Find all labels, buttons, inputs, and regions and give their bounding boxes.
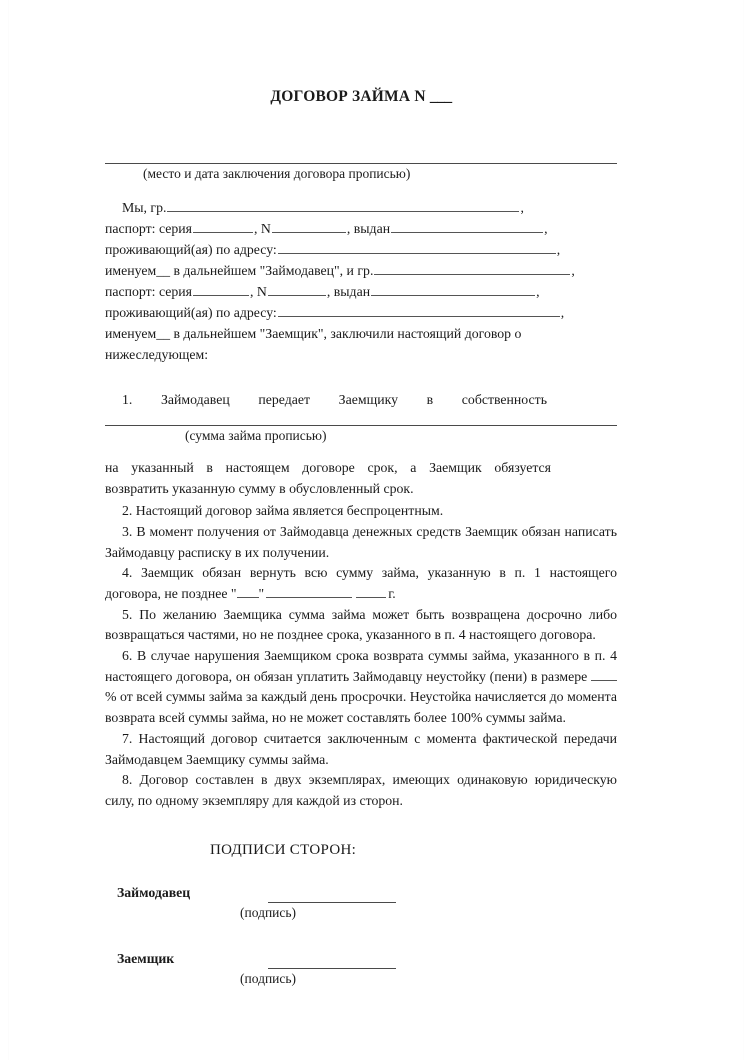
document-number-blank: ___ — [429, 88, 452, 105]
signature-caption-lender: (подпись) — [240, 904, 297, 920]
page-title — [105, 0, 617, 107]
clause-6-penalty-percent-blank — [591, 669, 617, 681]
address-label: проживающий(ая) по адресу: — [105, 242, 277, 258]
parties-block — [105, 198, 617, 366]
signature-line-borrower — [268, 968, 396, 969]
lender-name-blank — [167, 200, 519, 212]
clause-2: 2. Настоящий договор займа является беспроцентным. — [122, 503, 444, 519]
borrower-address-blank — [278, 305, 560, 317]
signature-caption-borrower: (подпись) — [240, 970, 297, 986]
party-line-lender-title — [105, 261, 617, 282]
clause-1-continuation-line-1: на указанный в настоящем договоре срок, а Заемщик обязуется — [105, 459, 551, 475]
clause-4-quote-close: " — [258, 586, 265, 602]
signatures-heading: ПОДПИСИ СТОРОН: — [210, 841, 357, 858]
party-name-comma: , — [520, 200, 524, 216]
clause-4-text-before: 4. Заемщик обязан вернуть всю сумму займа, указанную в п. 1 настоящего договора, не позднее " — [105, 565, 617, 602]
clause-6-text-after: % от всей суммы займа за каждый день просрочки. Неустойка начисляется до момента возврата всей суммы займа, но не может составлять более 100% суммы займа. — [105, 689, 617, 726]
passport-series-label: паспорт: серия — [105, 221, 192, 237]
clause-1-text: 1. Займодавец передает Заемщику в собственность — [122, 392, 547, 408]
clause-4-month-blank — [266, 586, 352, 598]
clauses-list — [105, 501, 617, 811]
place-date-block — [105, 163, 617, 183]
signature-party-borrower: Заемщик — [117, 950, 175, 966]
clause-3: 3. В момент получения от Займодавца денежных средств Заемщик обязан написать Займодавцу расписку в их получении. — [105, 523, 617, 560]
lender-passport-series-blank — [193, 221, 253, 233]
party-line-address-2 — [105, 303, 617, 324]
clause-6-text-before: 6. В случае нарушения Заемщиком срока возврата суммы займа, указанного в п. 4 настоящего договора, он обязан уплатить Займодавцу неустойку (пени) в размере — [105, 648, 617, 684]
party-name-label: Мы, гр. — [122, 200, 167, 216]
borrower-passport-series-blank — [193, 284, 249, 296]
borrower-name-blank — [374, 263, 570, 275]
signature-party-lender: Займодавец — [117, 884, 191, 900]
passport-comma-2: , — [536, 284, 540, 300]
clause-4 — [105, 563, 617, 604]
passport-comma: , — [544, 221, 548, 237]
address-comma: , — [556, 242, 561, 258]
lender-designation-label: именуем__ в дальнейшем "Займодавец", и гр. — [105, 263, 374, 279]
lender-passport-issued-blank — [391, 221, 543, 233]
passport-number-label-2: , N — [250, 284, 267, 300]
clause-5: 5. По желанию Заемщика сумма займа может быть возвращена досрочно либо возвращаться частями, но не позднее срока, указанного в п. 4 настоящего договора. — [105, 606, 617, 643]
document-body — [105, 0, 617, 995]
signature-line-lender — [268, 902, 396, 903]
passport-number-label: , N — [254, 221, 271, 237]
signature-row-lender — [105, 885, 617, 929]
signatures-block — [105, 842, 617, 995]
clause-1-continuation-line-2: возвратить указанную сумму в обусловленный срок. — [105, 480, 414, 496]
loan-sum-block — [105, 425, 617, 444]
lender-address-blank — [278, 242, 556, 254]
loan-sum-caption: (сумма займа прописью) — [185, 427, 327, 443]
clause-7: 7. Настоящий договор считается заключенным с момента фактической передачи Займодавцем Заемщику суммы займа. — [105, 730, 617, 767]
borrower-passport-number-blank — [268, 284, 326, 296]
clause-1-continuation — [105, 458, 551, 499]
clause-8: 8. Договор составлен в двух экземплярах, имеющих одинаковую юридическую силу, по одному экземпляру для каждой из сторон. — [105, 772, 617, 808]
party-line-address — [105, 240, 617, 261]
clause-4-day-blank — [237, 586, 259, 598]
place-date-caption: (место и дата заключения договора прописью) — [143, 165, 411, 181]
passport-issued-label-2: , выдан — [326, 284, 371, 300]
party-line-name — [105, 198, 617, 219]
passport-series-label-2: паспорт: серия — [105, 284, 192, 300]
clause-4-year-blank — [356, 586, 386, 598]
lender-passport-number-blank — [272, 221, 346, 233]
party-line-borrower-title: именуем__ в дальнейшем "Заемщик", заключили настоящий договор о — [105, 326, 522, 342]
party-line-preamble-end: нижеследующем: — [105, 347, 209, 363]
clause-6 — [105, 646, 617, 729]
party-line-passport-2 — [105, 282, 617, 303]
address-comma-2: , — [560, 305, 565, 321]
passport-issued-label: , выдан — [346, 221, 391, 237]
borrower-passport-issued-blank — [371, 284, 535, 296]
clause-4-text-after: г. — [388, 586, 396, 602]
signature-row-borrower — [105, 951, 617, 995]
address-label-2: проживающий(ая) по адресу: — [105, 305, 277, 321]
party-line-passport — [105, 219, 617, 240]
document-title-text: ДОГОВОР ЗАЙМА N — [270, 88, 426, 105]
lender-designation-comma: , — [571, 263, 575, 279]
